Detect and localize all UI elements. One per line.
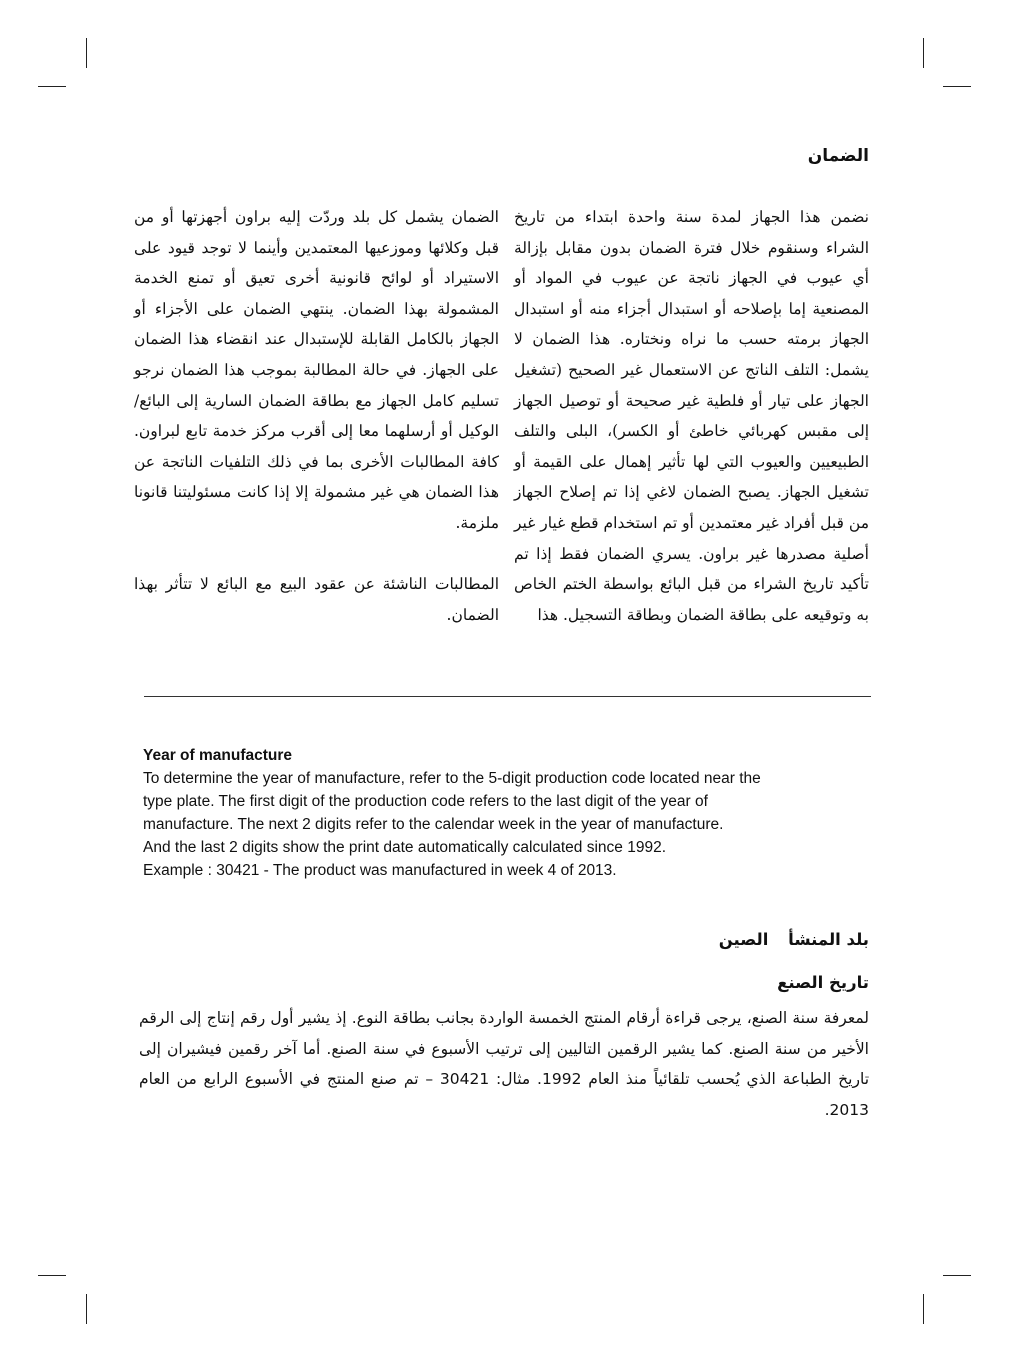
crop-mark [86, 38, 87, 68]
section-divider [144, 696, 871, 697]
crop-mark [943, 1275, 971, 1276]
year-of-manufacture-title: Year of manufacture [143, 747, 293, 764]
crop-mark [923, 1294, 924, 1324]
warranty-paragraph: المطالبات الناشئة عن عقود البيع مع البائع لا تتأثر بهذا الضمان. [134, 575, 499, 624]
warranty-paragraph: الضمان يشمل كل بلد وردّت إليه براون أجهزتها أو من قبل وكلائها وموزعيها المعتمدين وأينما لا توجد قيود على الاستيراد أو لوائح قانونية أخرى تعيق أو تمنع الخدمة المشمولة بهذا الضمان. ينتهي الضمان على الأجزاء أو الجهاز بالكامل القابلة للإستبدال عند انقضاء هذا الضمان على الجهاز. في حالة المطالبة بموجب هذا الضمان نرجو تسليم كامل الجهاز مع بطاقة الضمان السارية إلى البائع/الوكيل أو أرسلهما معا إلى أقرب مركز خدمة تابع لبراون. كافة المطالبات الأخرى بما في ذلك التلفيات الناتجة عن هذا الضمان هي غير مشمولة إلا إذا كانت مسئوليتنا قانونا ملزمة. [134, 208, 499, 532]
country-of-origin [719, 930, 869, 949]
crop-mark [38, 1275, 66, 1276]
origin-label: بلد المنشأ [788, 930, 869, 949]
manufacture-date-title: تاريخ الصنع [777, 973, 869, 992]
crop-mark [86, 1294, 87, 1324]
year-of-manufacture-line: And the last 2 digits show the print date automatically calculated since 1992. [143, 839, 667, 856]
manufacture-date-body: لمعرفة سنة الصنع، يرجى قراءة أرقام المنتج الخمسة الواردة بجانب بطاقة النوع. إذ يشير أول رقم إنتاج إلى الرقم الأخير من سنة الصنع. كما يشير الرقمين التاليين إلى ترتيب الأسبوع في سنة الصنع. أما آخر رقمين فيشيران إلى تاريخ الطباعة الذي يُحسب تلقائياً منذ العام 1992. مثال: 30421 – تم صنع المنتج في الأسبوع الرابع من العام 2013. [139, 1009, 870, 1119]
year-of-manufacture-line: type plate. The first digit of the production code refers to the last digit of the year of [143, 793, 708, 810]
warranty-column-left [134, 202, 499, 630]
crop-mark [943, 86, 971, 87]
year-of-manufacture-line: To determine the year of manufacture, refer to the 5-digit production code located near the [143, 770, 761, 787]
origin-country: الصين [718, 930, 769, 949]
year-of-manufacture-line: manufacture. The next 2 digits refer to the calendar week in the year of manufacture. [143, 816, 724, 833]
warranty-column-right [514, 202, 869, 630]
crop-mark [923, 38, 924, 68]
crop-mark [38, 86, 66, 87]
warranty-title: الضمان [807, 146, 869, 166]
year-of-manufacture-section [143, 744, 883, 882]
warranty-paragraph: نضمن هذا الجهاز لمدة سنة واحدة ابتداء من تاريخ الشراء وسنقوم خلال فترة الضمان بدون مقابل بإزالة أي عيوب في الجهاز ناتجة عن عيوب في المواد أو المصنعية إما بإصلاحه أو استبدال أجزاء منه أو استبدال الجهاز برمته حسب ما نراه ونختاره. هذا الضمان لا يشمل: التلف الناتج عن الاستعمال غير الصحيح (تشغيل الجهاز على تيار أو فلطية غير صحيحة أو توصيل الجهاز إلى مقبس كهربائي خاطئ أو الكسر)، البلى والتلف الطبيعيين والعيوب التي لها تأثير إهمال على القيمة أو تشغيل الجهاز. يصبح الضمان لاغي إذا تم إصلاح الجهاز من قبل أفراد غير معتمدين أو تم استخدام قطع غيار غير أصلية مصدرها غير براون. يسري الضمان فقط إذا تم تأكيد تاريخ الشراء من قبل البائع بواسطة الختم الخاص به وتوقيعه على بطاقة الضمان وبطاقة التسجيل. هذا [514, 208, 869, 624]
year-of-manufacture-line: Example : 30421 - The product was manufactured in week 4 of 2013. [143, 862, 617, 879]
